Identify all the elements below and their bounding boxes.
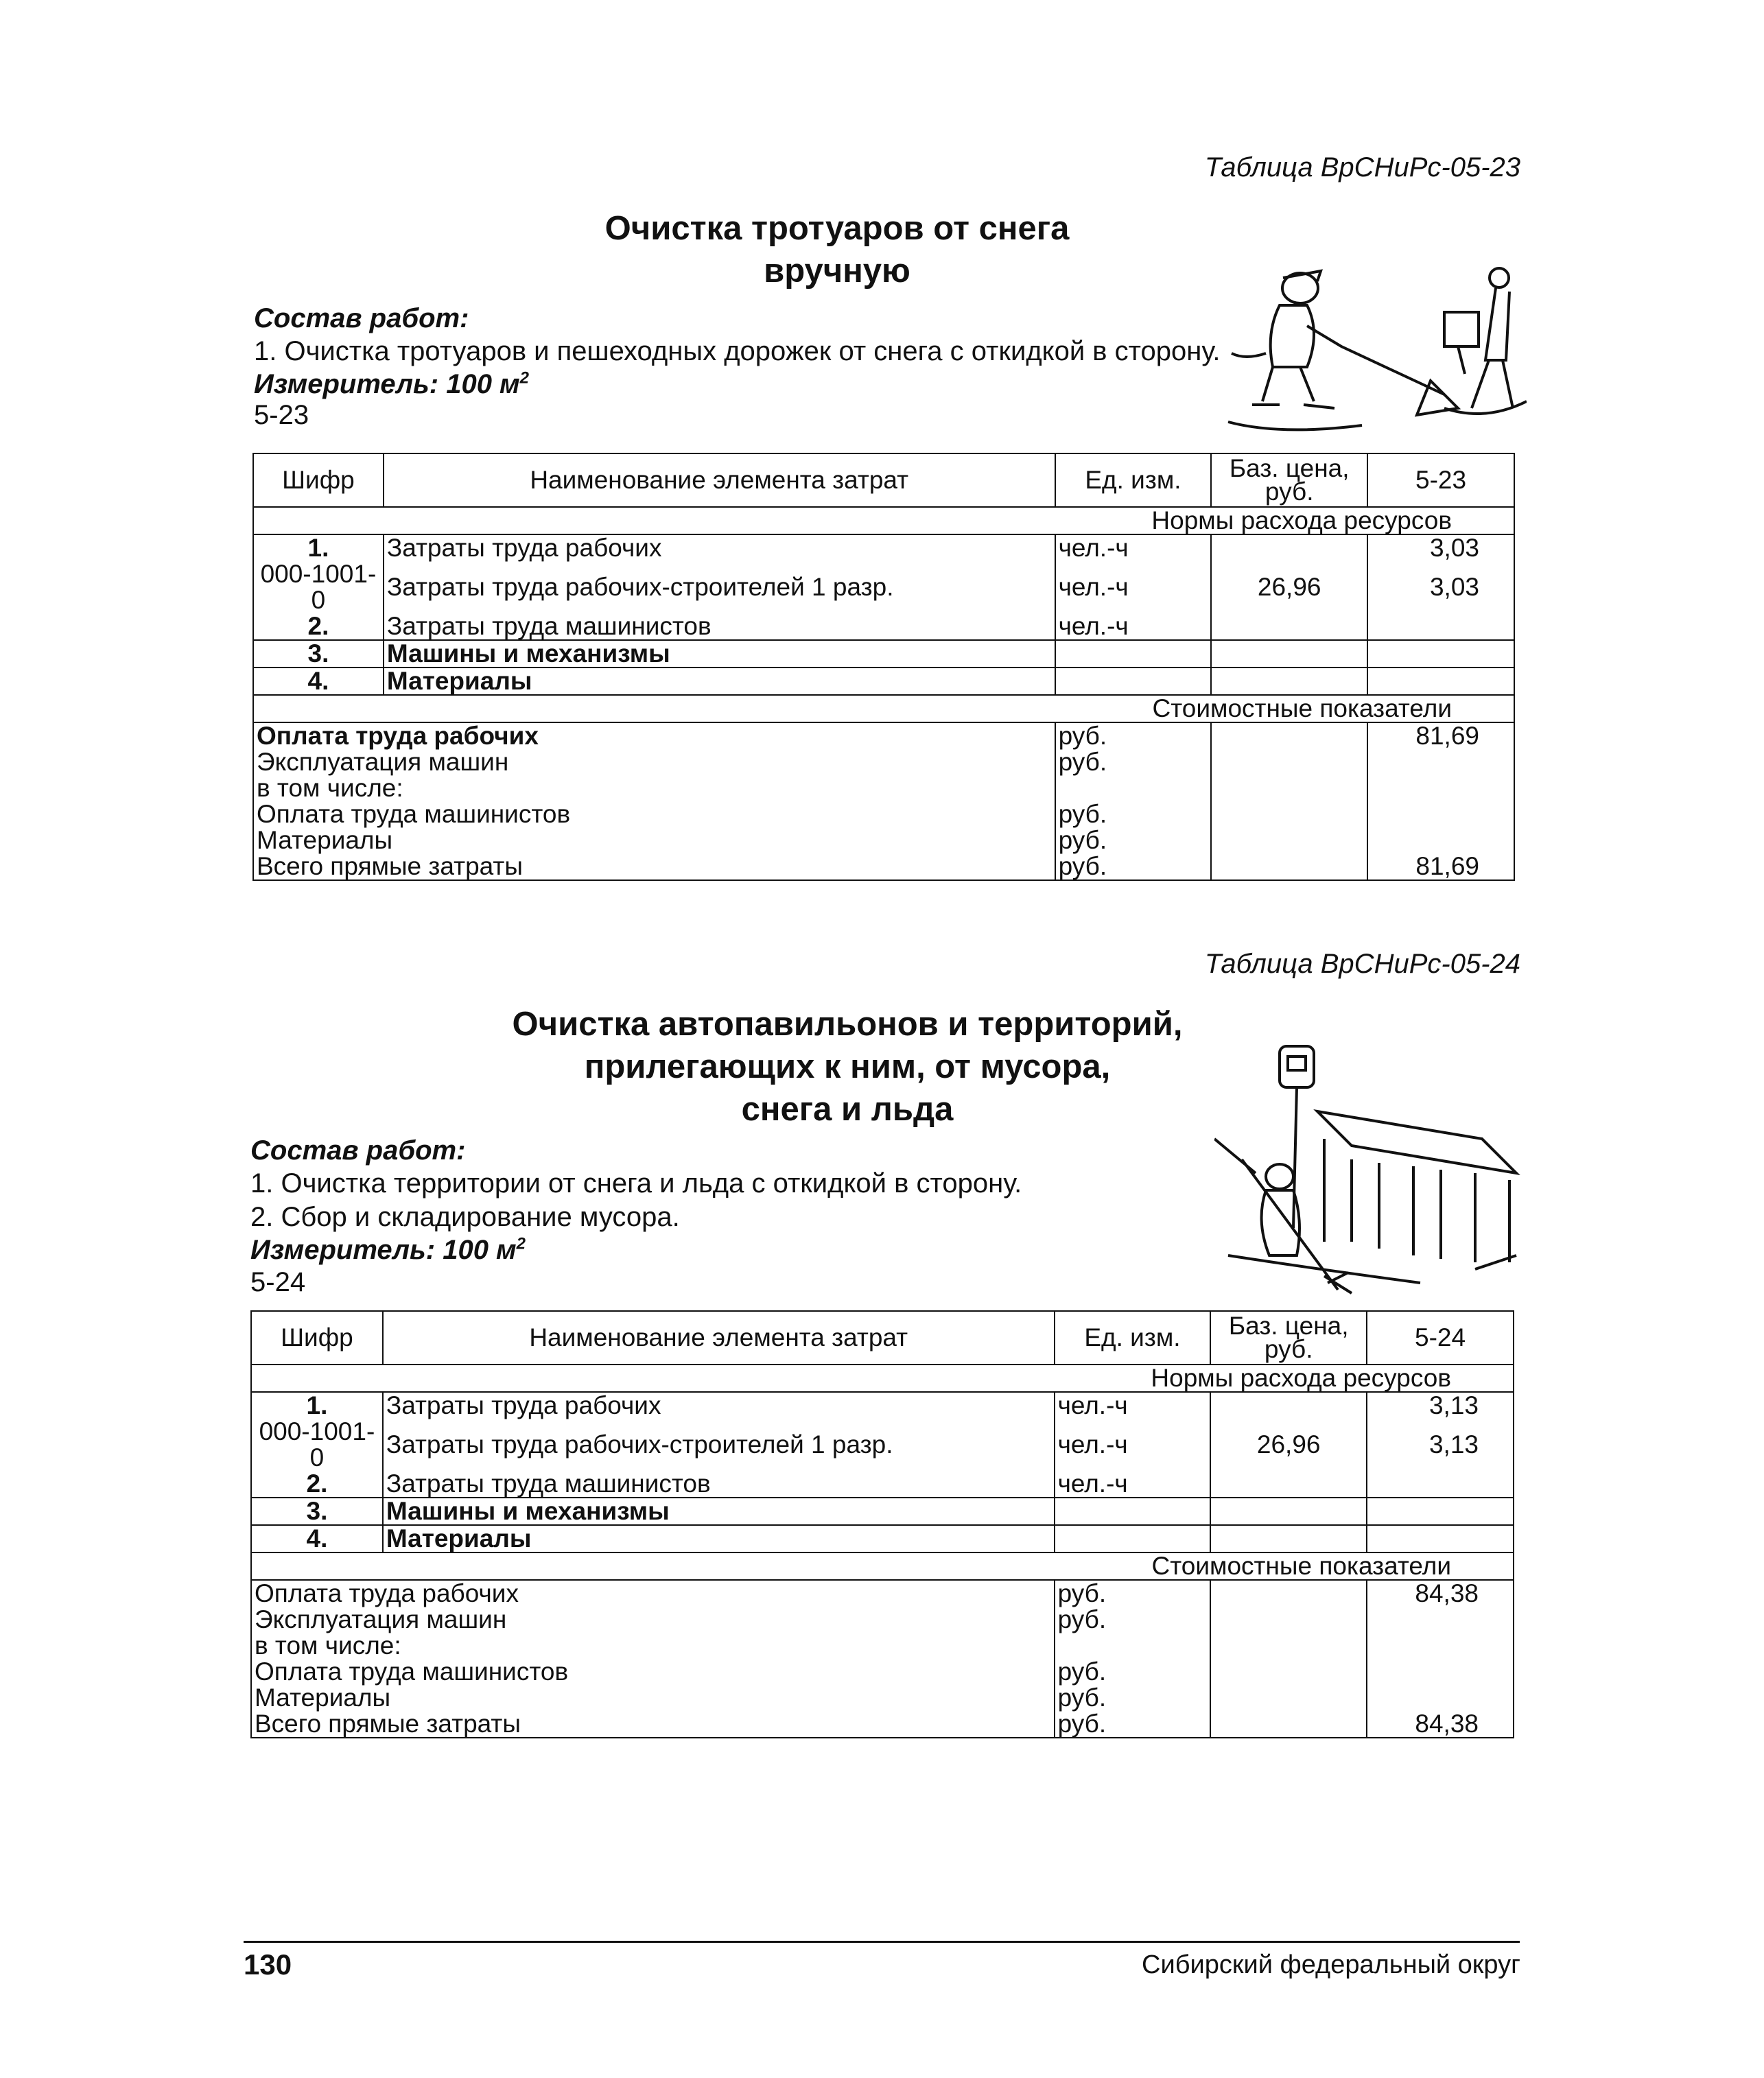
row-unit bbox=[1055, 1525, 1211, 1552]
composition-heading: Состав работ: bbox=[254, 303, 469, 333]
cost-value bbox=[1367, 801, 1514, 827]
page-number: 130 bbox=[244, 1948, 292, 1981]
composition-heading: Состав работ: bbox=[250, 1135, 466, 1166]
row-code: 4. bbox=[253, 668, 384, 695]
row-value: 3,03 bbox=[1367, 534, 1514, 561]
title-line: снега и льда bbox=[741, 1091, 954, 1128]
work-item: 1. Очистка тротуаров и пешеходных дорожек от снега с откидкой в сторону. bbox=[254, 336, 1221, 366]
row-unit bbox=[1055, 668, 1212, 695]
row-price bbox=[1210, 1525, 1367, 1552]
cost-value bbox=[1367, 749, 1514, 775]
norms-title: Нормы расхода ресурсов bbox=[253, 507, 1514, 534]
cost-price bbox=[1211, 801, 1367, 827]
cost-unit: руб. bbox=[1055, 749, 1212, 775]
row-name: Материалы bbox=[383, 1525, 1055, 1552]
norm-code: 5-23 bbox=[254, 400, 309, 430]
header-code: Шифр bbox=[251, 1311, 383, 1365]
row-name: Затраты труда рабочих-строителей 1 разр. bbox=[383, 1419, 1055, 1471]
measure-sup: 2 bbox=[516, 1234, 526, 1253]
row-code: 000-1001-0 bbox=[251, 1419, 383, 1471]
row-code: 3. bbox=[251, 1498, 383, 1525]
row-code: 2. bbox=[251, 1471, 383, 1498]
title-line: вручную bbox=[764, 252, 910, 290]
header-price bbox=[1210, 1311, 1367, 1365]
cost-value: 84,38 bbox=[1367, 1580, 1514, 1607]
row-code: 000-1001-0 bbox=[253, 561, 384, 613]
section-title bbox=[439, 1003, 1256, 1131]
cost-name: Оплата труда рабочих bbox=[253, 722, 1055, 749]
cost-unit: руб. bbox=[1055, 853, 1212, 880]
cost-name: Всего прямые затраты bbox=[251, 1711, 1055, 1738]
row-unit bbox=[1055, 1498, 1211, 1525]
row-price bbox=[1211, 668, 1367, 695]
cost-value: 81,69 bbox=[1367, 853, 1514, 880]
row-name: Затраты труда рабочих bbox=[384, 534, 1055, 561]
row-price bbox=[1211, 613, 1367, 640]
row-name: Машины и механизмы bbox=[383, 1498, 1055, 1525]
title-line: Очистка автопавильонов и территорий, bbox=[512, 1006, 1183, 1043]
norm-table bbox=[250, 1310, 1514, 1738]
cost-value bbox=[1367, 1659, 1514, 1685]
row-name: Затраты труда машинистов bbox=[383, 1471, 1055, 1498]
cost-unit: руб. bbox=[1055, 1580, 1211, 1607]
row-name: Затраты труда рабочих-строителей 1 разр. bbox=[384, 561, 1055, 613]
cost-price bbox=[1210, 1685, 1367, 1711]
row-price bbox=[1210, 1498, 1367, 1525]
cost-value bbox=[1367, 1685, 1514, 1711]
norm-code: 5-24 bbox=[250, 1267, 306, 1297]
row-unit bbox=[1055, 640, 1212, 668]
cost-name: в том числе: bbox=[251, 1633, 1055, 1659]
row-unit: чел.-ч bbox=[1055, 1419, 1211, 1471]
row-unit: чел.-ч bbox=[1055, 613, 1212, 640]
header-price bbox=[1211, 453, 1367, 507]
row-price bbox=[1210, 1392, 1367, 1419]
header-unit: Ед. изм. bbox=[1055, 1311, 1211, 1365]
row-unit: чел.-ч bbox=[1055, 1471, 1211, 1498]
table-label: Таблица ВрСНиРс-05-24 bbox=[1204, 949, 1520, 979]
row-name: Затраты труда рабочих bbox=[383, 1392, 1055, 1419]
title-line: Очистка тротуаров от снега bbox=[604, 210, 1070, 247]
cost-name: Оплата труда рабочих bbox=[251, 1580, 1055, 1607]
header-code: Шифр bbox=[253, 453, 384, 507]
cost-name: Оплата труда машинистов bbox=[253, 801, 1055, 827]
row-price: 26,96 bbox=[1210, 1419, 1367, 1471]
footer-rule bbox=[244, 1941, 1520, 1943]
row-unit: чел.-ч bbox=[1055, 561, 1212, 613]
cost-title: Стоимостные показатели bbox=[251, 1552, 1514, 1580]
cost-name: Материалы bbox=[251, 1685, 1055, 1711]
cost-value bbox=[1367, 1607, 1514, 1633]
header-price-line: Баз. цена, bbox=[1228, 1312, 1349, 1340]
footer-region: Сибирский федеральный округ bbox=[1142, 1950, 1520, 1979]
cost-value bbox=[1367, 775, 1514, 801]
snow-shoveling-illustration bbox=[1225, 250, 1527, 432]
cost-unit: руб. bbox=[1055, 1685, 1211, 1711]
cost-value: 84,38 bbox=[1367, 1711, 1514, 1738]
cost-unit: руб. bbox=[1055, 801, 1212, 827]
cost-unit: руб. bbox=[1055, 722, 1212, 749]
row-value bbox=[1367, 1498, 1514, 1525]
row-name: Затраты труда машинистов bbox=[384, 613, 1055, 640]
cost-name: Оплата труда машинистов bbox=[251, 1659, 1055, 1685]
row-value bbox=[1367, 640, 1514, 668]
cost-unit: руб. bbox=[1055, 1711, 1211, 1738]
measure-text: Измеритель: 100 м bbox=[254, 369, 520, 399]
row-value bbox=[1367, 1525, 1514, 1552]
cost-name: Материалы bbox=[253, 827, 1055, 853]
header-name: Наименование элемента затрат bbox=[384, 453, 1055, 507]
measure-sup: 2 bbox=[519, 368, 529, 388]
cost-unit bbox=[1055, 775, 1212, 801]
row-value bbox=[1367, 668, 1514, 695]
cost-price bbox=[1211, 775, 1367, 801]
row-price bbox=[1211, 534, 1367, 561]
row-value bbox=[1367, 1471, 1514, 1498]
row-code: 3. bbox=[253, 640, 384, 668]
cost-name: в том числе: bbox=[253, 775, 1055, 801]
measure-label bbox=[254, 369, 529, 400]
row-price: 26,96 bbox=[1211, 561, 1367, 613]
header-price-line: руб. bbox=[1264, 1335, 1313, 1363]
cost-price bbox=[1211, 722, 1367, 749]
cost-price bbox=[1211, 827, 1367, 853]
header-price-line: руб. bbox=[1265, 477, 1314, 506]
section-title bbox=[480, 207, 1194, 292]
work-item: 2. Сбор и складирование мусора. bbox=[250, 1202, 680, 1232]
row-price bbox=[1210, 1471, 1367, 1498]
norm-table bbox=[252, 453, 1515, 881]
cost-unit bbox=[1055, 1633, 1211, 1659]
cost-value bbox=[1367, 827, 1514, 853]
cost-price bbox=[1210, 1633, 1367, 1659]
measure-label bbox=[250, 1235, 526, 1266]
cost-name: Эксплуатация машин bbox=[251, 1607, 1055, 1633]
row-unit: чел.-ч bbox=[1055, 1392, 1211, 1419]
header-norm-code: 5-24 bbox=[1367, 1311, 1514, 1365]
row-code: 2. bbox=[253, 613, 384, 640]
cost-value: 81,69 bbox=[1367, 722, 1514, 749]
cost-unit: руб. bbox=[1055, 827, 1212, 853]
cost-unit: руб. bbox=[1055, 1607, 1211, 1633]
cost-price bbox=[1210, 1607, 1367, 1633]
cost-value bbox=[1367, 1633, 1514, 1659]
work-item: 1. Очистка территории от снега и льда с откидкой в сторону. bbox=[250, 1168, 1022, 1199]
cost-price bbox=[1210, 1711, 1367, 1738]
row-value: 3,03 bbox=[1367, 561, 1514, 613]
cost-title: Стоимостные показатели bbox=[253, 695, 1514, 722]
cost-price bbox=[1210, 1659, 1367, 1685]
cost-unit: руб. bbox=[1055, 1659, 1211, 1685]
row-price bbox=[1211, 640, 1367, 668]
title-line: прилегающих к ним, от мусора, bbox=[584, 1048, 1111, 1085]
header-name: Наименование элемента затрат bbox=[383, 1311, 1055, 1365]
row-value: 3,13 bbox=[1367, 1419, 1514, 1471]
cost-price bbox=[1211, 853, 1367, 880]
row-code: 1. bbox=[251, 1392, 383, 1419]
norms-title: Нормы расхода ресурсов bbox=[251, 1365, 1514, 1392]
row-value: 3,13 bbox=[1367, 1392, 1514, 1419]
row-name: Материалы bbox=[384, 668, 1055, 695]
row-name: Машины и механизмы bbox=[384, 640, 1055, 668]
measure-text: Измеритель: 100 м bbox=[250, 1235, 517, 1265]
header-unit: Ед. изм. bbox=[1055, 453, 1212, 507]
row-unit: чел.-ч bbox=[1055, 534, 1212, 561]
cost-name: Эксплуатация машин bbox=[253, 749, 1055, 775]
cost-name: Всего прямые затраты bbox=[253, 853, 1055, 880]
row-code: 1. bbox=[253, 534, 384, 561]
cost-price bbox=[1210, 1580, 1367, 1607]
row-code: 4. bbox=[251, 1525, 383, 1552]
row-value bbox=[1367, 613, 1514, 640]
header-norm-code: 5-23 bbox=[1367, 453, 1514, 507]
bus-stop-cleaning-illustration bbox=[1214, 1036, 1530, 1297]
table-label: Таблица ВрСНиРс-05-23 bbox=[1204, 152, 1520, 182]
header-price-line: Баз. цена, bbox=[1229, 454, 1350, 482]
cost-price bbox=[1211, 749, 1367, 775]
